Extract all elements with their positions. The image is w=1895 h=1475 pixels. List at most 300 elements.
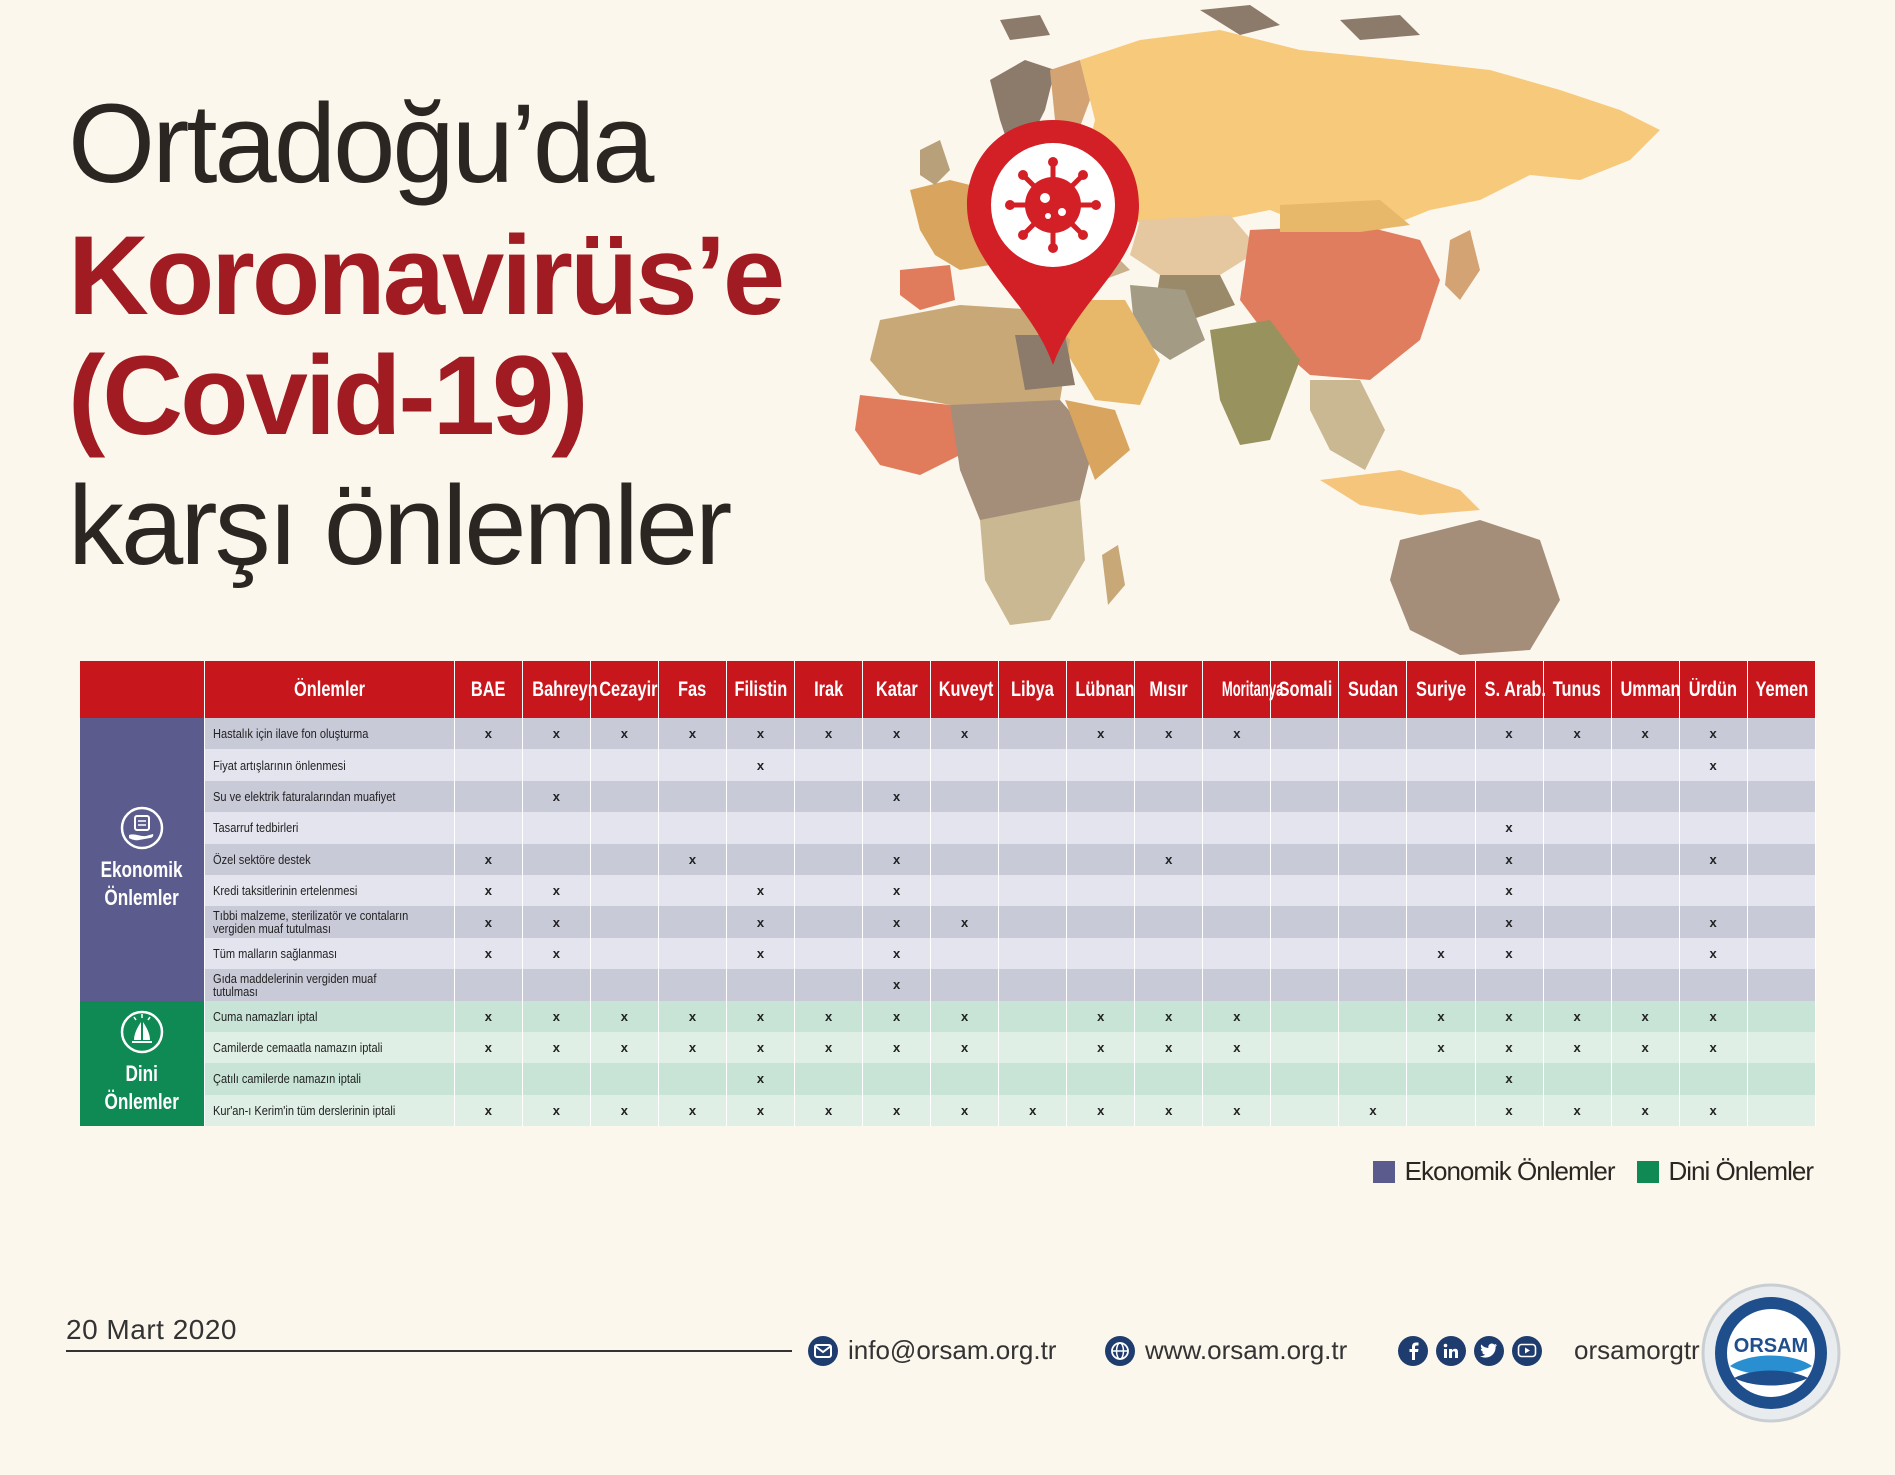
country-header: Bahreyn: [522, 661, 590, 718]
mark-cell: [931, 1063, 999, 1094]
mark-cell: [931, 844, 999, 875]
mark-cell: [1543, 875, 1611, 906]
measure-label: Gıda maddelerinin vergiden muaf tutulması: [204, 969, 454, 1000]
mark-cell: [1747, 875, 1815, 906]
mark-cell: x: [795, 718, 863, 749]
legend-item-economic: [1373, 1156, 1615, 1187]
measures-table: [80, 661, 1816, 1126]
table-row: [80, 844, 1816, 875]
mark-cell: x: [1475, 1095, 1543, 1126]
measure-label: Fiyat artışlarının önlenmesi: [204, 749, 454, 780]
mark-cell: [1407, 749, 1475, 780]
mark-cell: [658, 1063, 726, 1094]
mark-cell: [999, 938, 1067, 969]
title-line-2: Koronavirüs’e: [68, 213, 783, 338]
mark-cell: x: [1067, 1001, 1135, 1032]
mark-cell: [795, 781, 863, 812]
table-row: [80, 969, 1816, 1000]
mark-cell: x: [1679, 906, 1747, 937]
mark-cell: [1067, 906, 1135, 937]
mark-cell: x: [1679, 749, 1747, 780]
mark-cell: [1067, 938, 1135, 969]
mark-cell: [795, 812, 863, 843]
measure-label: Tıbbi malzeme, sterilizatör ve contaların vergiden muaf tutulması: [204, 906, 454, 937]
country-header: Fas: [658, 661, 726, 718]
title-line-3: (Covid-19): [68, 333, 586, 458]
mark-cell: x: [726, 906, 794, 937]
mark-cell: x: [658, 718, 726, 749]
twitter-icon[interactable]: [1474, 1336, 1504, 1366]
mark-cell: x: [1203, 1001, 1271, 1032]
mark-cell: x: [1679, 938, 1747, 969]
map-region-russia: [1080, 30, 1660, 230]
mark-cell: x: [1475, 718, 1543, 749]
mark-cell: [863, 812, 931, 843]
email-contact[interactable]: [808, 1335, 1056, 1366]
mark-cell: [1339, 969, 1407, 1000]
legend: [1373, 1156, 1813, 1187]
mark-cell: [1475, 781, 1543, 812]
mark-cell: x: [1611, 718, 1679, 749]
mark-cell: [1067, 749, 1135, 780]
title-line-4: karşı önlemler: [68, 463, 730, 588]
mark-cell: [931, 875, 999, 906]
table-row: [80, 906, 1816, 937]
mark-cell: [522, 749, 590, 780]
mark-cell: [1475, 749, 1543, 780]
globe-icon: [1105, 1336, 1135, 1366]
map-region-west-africa: [855, 395, 960, 475]
mark-cell: [795, 749, 863, 780]
mark-cell: [931, 781, 999, 812]
country-header: Katar: [863, 661, 931, 718]
mark-cell: x: [454, 1032, 522, 1063]
mark-cell: [1679, 1063, 1747, 1094]
linkedin-icon[interactable]: [1436, 1336, 1466, 1366]
country-header: Suriye: [1407, 661, 1475, 718]
mark-cell: [1271, 938, 1339, 969]
mark-cell: [590, 749, 658, 780]
mark-cell: [1271, 812, 1339, 843]
measure-label: Su ve elektrik faturalarından muafiyet: [204, 781, 454, 812]
mark-cell: [1543, 938, 1611, 969]
mark-cell: x: [522, 1032, 590, 1063]
mark-cell: x: [1543, 1032, 1611, 1063]
mark-cell: [863, 749, 931, 780]
country-header: Libya: [999, 661, 1067, 718]
mark-cell: [1339, 875, 1407, 906]
mark-cell: x: [522, 781, 590, 812]
mark-cell: [1543, 1063, 1611, 1094]
mark-cell: [1339, 718, 1407, 749]
mark-cell: [1135, 906, 1203, 937]
mark-cell: x: [1475, 875, 1543, 906]
mark-cell: [1339, 1063, 1407, 1094]
mark-cell: [999, 844, 1067, 875]
footer-divider: [66, 1350, 792, 1352]
mark-cell: x: [1611, 1095, 1679, 1126]
mark-cell: [999, 1063, 1067, 1094]
mark-cell: x: [590, 1095, 658, 1126]
mark-cell: [1407, 844, 1475, 875]
mark-cell: x: [1135, 718, 1203, 749]
mark-cell: [1203, 844, 1271, 875]
mark-cell: [1407, 969, 1475, 1000]
mark-cell: [1135, 812, 1203, 843]
envelope-icon: [808, 1336, 838, 1366]
mark-cell: [1271, 844, 1339, 875]
mark-cell: x: [1679, 1032, 1747, 1063]
title-block: [68, 81, 848, 588]
mark-cell: [999, 906, 1067, 937]
mark-cell: x: [726, 718, 794, 749]
mark-cell: x: [1679, 1001, 1747, 1032]
mark-cell: x: [454, 1001, 522, 1032]
mark-cell: x: [863, 938, 931, 969]
mark-cell: [999, 1032, 1067, 1063]
map-region-iberia: [900, 265, 955, 310]
mark-cell: [1611, 844, 1679, 875]
mark-cell: [1407, 1095, 1475, 1126]
mark-cell: [1203, 969, 1271, 1000]
measure-label: Çatılı camilerde namazın iptali: [204, 1063, 454, 1094]
website-contact[interactable]: [1105, 1335, 1347, 1366]
mark-cell: x: [590, 1001, 658, 1032]
group-label: Dini Önlemler: [104, 1061, 179, 1115]
mark-cell: [1135, 1063, 1203, 1094]
mark-cell: x: [658, 844, 726, 875]
mark-cell: x: [863, 844, 931, 875]
mark-cell: [1135, 938, 1203, 969]
website-text[interactable]: www.orsam.org.tr: [1145, 1335, 1348, 1365]
mark-cell: [1271, 906, 1339, 937]
mark-cell: [1747, 906, 1815, 937]
mark-cell: x: [1339, 1095, 1407, 1126]
mark-cell: x: [1203, 1032, 1271, 1063]
mark-cell: [931, 749, 999, 780]
mark-cell: x: [522, 1001, 590, 1032]
mark-cell: [999, 875, 1067, 906]
mark-cell: x: [863, 906, 931, 937]
mark-cell: [522, 969, 590, 1000]
mark-cell: [1747, 781, 1815, 812]
mark-cell: [522, 1063, 590, 1094]
mark-cell: [999, 749, 1067, 780]
mark-cell: [590, 812, 658, 843]
mark-cell: [1543, 969, 1611, 1000]
mark-cell: x: [931, 1032, 999, 1063]
mark-cell: [1339, 781, 1407, 812]
table-row: [80, 938, 1816, 969]
mark-cell: [1543, 844, 1611, 875]
mark-cell: x: [1611, 1032, 1679, 1063]
mark-cell: [454, 812, 522, 843]
mark-cell: [1747, 718, 1815, 749]
mark-cell: [795, 844, 863, 875]
mark-cell: x: [1475, 906, 1543, 937]
table-row: [80, 1095, 1816, 1126]
mark-cell: x: [454, 875, 522, 906]
mark-cell: [658, 875, 726, 906]
mark-cell: x: [1543, 1095, 1611, 1126]
mark-cell: x: [1679, 844, 1747, 875]
mark-cell: [999, 969, 1067, 1000]
mark-cell: [1543, 781, 1611, 812]
country-header: Lübnan: [1067, 661, 1135, 718]
mark-cell: x: [1203, 718, 1271, 749]
mark-cell: [590, 906, 658, 937]
mark-cell: x: [590, 718, 658, 749]
legend-swatch-economic: [1373, 1161, 1395, 1183]
mark-cell: [1271, 1032, 1339, 1063]
mark-cell: [999, 812, 1067, 843]
mark-cell: x: [863, 1095, 931, 1126]
mark-cell: x: [726, 1032, 794, 1063]
mark-cell: [1339, 1001, 1407, 1032]
measure-label: Kur'an-ı Kerim'in tüm derslerinin iptali: [204, 1095, 454, 1126]
mark-cell: [1067, 1063, 1135, 1094]
mark-cell: [1203, 812, 1271, 843]
country-header: Irak: [795, 661, 863, 718]
mark-cell: x: [863, 1032, 931, 1063]
mark-cell: [1611, 969, 1679, 1000]
mark-cell: [1679, 875, 1747, 906]
mark-cell: [1203, 875, 1271, 906]
country-header: Yemen: [1747, 661, 1815, 718]
map-region-madagascar: [1102, 545, 1125, 605]
youtube-icon[interactable]: [1512, 1336, 1542, 1366]
table-row: [80, 812, 1816, 843]
social-icons: [1398, 1336, 1542, 1366]
mark-cell: x: [726, 1095, 794, 1126]
mark-cell: [1747, 938, 1815, 969]
social-contact: [1398, 1335, 1700, 1366]
mark-cell: [1271, 969, 1339, 1000]
mark-cell: [522, 812, 590, 843]
table-row: [80, 749, 1816, 780]
legend-item-religious: [1637, 1156, 1814, 1187]
mark-cell: x: [454, 938, 522, 969]
map-region-uk: [920, 140, 950, 185]
mark-cell: x: [1543, 718, 1611, 749]
mark-cell: [1203, 906, 1271, 937]
mark-cell: [658, 969, 726, 1000]
country-header: BAE: [454, 661, 522, 718]
measure-label: Tasarruf tedbirleri: [204, 812, 454, 843]
mark-cell: [1679, 812, 1747, 843]
measure-label: Kredi taksitlerinin ertelenmesi: [204, 875, 454, 906]
mark-cell: [1543, 906, 1611, 937]
mark-cell: [1339, 938, 1407, 969]
mark-cell: x: [522, 906, 590, 937]
mark-cell: x: [863, 718, 931, 749]
mark-cell: x: [863, 1001, 931, 1032]
mark-cell: [1611, 1063, 1679, 1094]
social-handle-text[interactable]: orsamorgtr: [1574, 1335, 1700, 1365]
table-row: [80, 1001, 1816, 1032]
mark-cell: [1407, 906, 1475, 937]
mark-cell: [999, 718, 1067, 749]
mark-cell: x: [795, 1095, 863, 1126]
mark-cell: x: [1475, 1001, 1543, 1032]
map-region-indonesia: [1320, 470, 1480, 515]
group-cell-economic: [80, 718, 204, 1001]
mark-cell: [1543, 812, 1611, 843]
mark-cell: x: [1407, 938, 1475, 969]
mark-cell: x: [1135, 1032, 1203, 1063]
legend-label-religious: Dini Önlemler: [1668, 1156, 1813, 1186]
mark-cell: [863, 1063, 931, 1094]
country-header: Mısır: [1135, 661, 1203, 718]
mark-cell: [658, 749, 726, 780]
mark-cell: [931, 969, 999, 1000]
mark-cell: [1067, 875, 1135, 906]
mark-cell: [1747, 1001, 1815, 1032]
country-header: Tunus: [1543, 661, 1611, 718]
mark-cell: [1271, 718, 1339, 749]
mark-cell: [1747, 1063, 1815, 1094]
measure-label: Camilerde cemaatla namazın iptali: [204, 1032, 454, 1063]
mark-cell: [590, 844, 658, 875]
mark-cell: x: [1135, 1095, 1203, 1126]
mark-cell: [999, 781, 1067, 812]
mark-cell: x: [1203, 1095, 1271, 1126]
mark-cell: x: [658, 1001, 726, 1032]
mark-cell: x: [522, 718, 590, 749]
mark-cell: [1611, 875, 1679, 906]
mark-cell: [1135, 749, 1203, 780]
table-row: [80, 781, 1816, 812]
mark-cell: [1407, 781, 1475, 812]
mark-cell: x: [726, 875, 794, 906]
map-region-japan: [1445, 230, 1480, 300]
mark-cell: [1339, 749, 1407, 780]
email-text[interactable]: info@orsam.org.tr: [848, 1335, 1057, 1365]
mark-cell: x: [726, 1063, 794, 1094]
mark-cell: x: [522, 1095, 590, 1126]
mark-cell: x: [590, 1032, 658, 1063]
mark-cell: [658, 906, 726, 937]
mark-cell: [1339, 1032, 1407, 1063]
mark-cell: x: [522, 938, 590, 969]
mark-cell: [1747, 969, 1815, 1000]
mark-cell: x: [863, 781, 931, 812]
mark-cell: [1271, 781, 1339, 812]
mark-cell: [590, 969, 658, 1000]
table-row: [80, 718, 1816, 749]
mark-cell: [590, 875, 658, 906]
mark-cell: [1067, 844, 1135, 875]
world-map-illustration: [840, 0, 1895, 660]
mark-cell: x: [1067, 1095, 1135, 1126]
mark-cell: [1271, 749, 1339, 780]
mark-cell: x: [1679, 1095, 1747, 1126]
mark-cell: [1407, 812, 1475, 843]
country-header: Moritanya: [1203, 661, 1271, 718]
mark-cell: x: [931, 1001, 999, 1032]
facebook-icon[interactable]: [1398, 1336, 1428, 1366]
mark-cell: x: [1407, 1001, 1475, 1032]
mark-cell: [1747, 1095, 1815, 1126]
mark-cell: [658, 781, 726, 812]
mark-cell: [1067, 969, 1135, 1000]
mark-cell: x: [1067, 1032, 1135, 1063]
mark-cell: [1611, 906, 1679, 937]
mark-cell: [795, 938, 863, 969]
logo-text: ORSAM: [1733, 1335, 1809, 1357]
measure-label: Tüm malların sağlanması: [204, 938, 454, 969]
mark-cell: [1747, 812, 1815, 843]
mark-cell: [1407, 718, 1475, 749]
country-header: Kuveyt: [931, 661, 999, 718]
table-row: [80, 1032, 1816, 1063]
mark-cell: [590, 938, 658, 969]
mark-cell: [795, 906, 863, 937]
country-header: Cezayir: [590, 661, 658, 718]
map-region-southern-africa: [980, 500, 1085, 625]
mark-cell: [1339, 844, 1407, 875]
mark-cell: [1271, 1063, 1339, 1094]
mark-cell: x: [658, 1032, 726, 1063]
mark-cell: [726, 812, 794, 843]
mark-cell: x: [931, 906, 999, 937]
mark-cell: [1679, 781, 1747, 812]
mark-cell: [1203, 938, 1271, 969]
map-region-southeast-asia: [1310, 380, 1385, 470]
mark-cell: x: [1543, 1001, 1611, 1032]
table-header-row: [80, 661, 1816, 718]
map-region-australia: [1390, 520, 1560, 655]
mark-cell: x: [726, 749, 794, 780]
mark-cell: [931, 812, 999, 843]
group-column-header: [80, 661, 204, 718]
mark-cell: [1203, 1063, 1271, 1094]
country-header: Somali: [1271, 661, 1339, 718]
mark-cell: [590, 781, 658, 812]
country-header: S. Arab.: [1475, 661, 1543, 718]
table-row: [80, 875, 1816, 906]
mark-cell: [1611, 781, 1679, 812]
country-header: Filistin: [726, 661, 794, 718]
mark-cell: x: [1067, 718, 1135, 749]
mark-cell: [1067, 781, 1135, 812]
title-line-1: Ortadoğu’da: [68, 81, 652, 206]
mark-cell: x: [454, 844, 522, 875]
mark-cell: [795, 969, 863, 1000]
measure-label: Cuma namazları iptal: [204, 1001, 454, 1032]
mark-cell: [1203, 749, 1271, 780]
mark-cell: x: [1407, 1032, 1475, 1063]
mark-cell: [1747, 749, 1815, 780]
mark-cell: x: [658, 1095, 726, 1126]
mark-cell: [726, 781, 794, 812]
mark-cell: [1747, 844, 1815, 875]
mark-cell: [1611, 812, 1679, 843]
mark-cell: [795, 1063, 863, 1094]
mark-cell: x: [454, 718, 522, 749]
mark-cell: [454, 781, 522, 812]
mark-cell: x: [522, 875, 590, 906]
mark-cell: [1135, 875, 1203, 906]
mark-cell: [1135, 781, 1203, 812]
measure-label: Hastalık için ilave fon oluşturma: [204, 718, 454, 749]
mark-cell: x: [1679, 718, 1747, 749]
mark-cell: [590, 1063, 658, 1094]
mark-cell: [999, 1001, 1067, 1032]
mark-cell: [658, 938, 726, 969]
mark-cell: x: [1475, 812, 1543, 843]
mark-cell: x: [1475, 938, 1543, 969]
